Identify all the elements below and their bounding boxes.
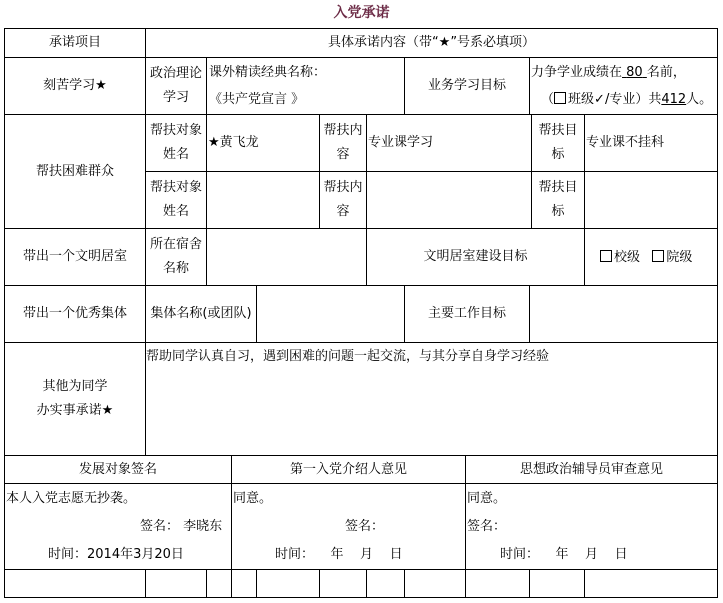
- col-line: [584, 569, 585, 597]
- group-name-label: 集体名称(或团队): [150, 306, 252, 321]
- sign-col1-header: 发展对象签名: [78, 461, 157, 477]
- goal-suffix: 人。: [686, 92, 713, 107]
- study-label: 刻苦学习★: [43, 78, 107, 93]
- sign-col1-time: [48, 543, 184, 562]
- political-study-label: 政治理论学习: [149, 66, 202, 105]
- row-line: [4, 597, 718, 598]
- goal-prefix: 力争学业成绩在: [531, 65, 623, 80]
- goal-rank: 80: [626, 65, 643, 80]
- classic-reading-value: 《共产党宣言 》: [209, 92, 305, 107]
- help-aim-label: 帮扶目标: [538, 123, 578, 162]
- other-label-line2: 办实事承诺★: [36, 403, 114, 418]
- page-title: 入党承诺: [333, 5, 390, 21]
- row-line: [4, 569, 718, 570]
- sign-col3-sign: 签名：: [467, 519, 507, 534]
- col-line: [145, 569, 146, 597]
- sign-col2-header: 第一入党介绍人意见: [289, 461, 407, 477]
- sign-col3-header: 思想政治辅导员审查意见: [519, 461, 663, 477]
- goal-class: 班级: [568, 92, 595, 107]
- checkbox-icon: [600, 250, 612, 262]
- checkbox-icon: [652, 250, 664, 262]
- col-line: [529, 285, 530, 342]
- sign-col1-sign: [140, 515, 222, 534]
- help-content-value: 专业课学习: [368, 135, 434, 150]
- college-level-label: 院级: [666, 250, 693, 265]
- help-aim-value: 专业课不挂科: [586, 135, 665, 150]
- checkbox-icon: [554, 92, 566, 104]
- col-line: [366, 114, 367, 228]
- col-line: [206, 57, 207, 114]
- help-target-label: 帮扶对象姓名: [149, 123, 202, 162]
- goal-mid: 名前，: [646, 65, 686, 80]
- row-line: [4, 483, 718, 484]
- col-line: [465, 569, 466, 597]
- col-line: [256, 569, 257, 597]
- help-label: 帮扶困难群众: [35, 163, 114, 179]
- study-goal-label: 业务学习目标: [427, 78, 506, 93]
- col-line: [529, 57, 530, 114]
- school-level-label: 校级: [614, 250, 641, 265]
- sign-col3-time: 时间： 年 月 日: [500, 547, 628, 562]
- dorm-room-label: 所在宿舍名称: [149, 237, 202, 276]
- time-value: 2014年3月20日: [87, 547, 184, 562]
- col-line: [319, 569, 320, 597]
- group-label: 带出一个优秀集体: [22, 306, 127, 321]
- col-line: [206, 114, 207, 228]
- other-content: 帮助同学认真自习，遇到困难的问题一起交流，与其分享自身学习经验: [146, 349, 550, 364]
- help-target-value: ★黄飞龙: [208, 135, 259, 150]
- header-item: 承诺项目: [48, 35, 101, 50]
- check-icon: ✓: [594, 92, 605, 107]
- group-goal-label: 主要工作目标: [427, 306, 506, 321]
- col-line: [584, 114, 585, 228]
- col-line: [366, 569, 367, 597]
- help-target-label-2: 帮扶对象姓名: [149, 180, 202, 219]
- help-content-label: 帮扶内容: [323, 123, 363, 162]
- row-line: [145, 171, 718, 172]
- header-content: 具体承诺内容（带“★”号系必填项）: [327, 35, 536, 50]
- sign-label: 签名：: [140, 519, 180, 534]
- help-aim-label-2: 帮扶目标: [538, 180, 578, 219]
- dorm-level-options: [600, 246, 692, 265]
- col-line: [206, 569, 207, 597]
- dorm-goal-label: 文明居室建设目标: [423, 249, 528, 264]
- col-line: [404, 569, 405, 597]
- other-label: [5, 343, 145, 455]
- sign-col1-text: 本人入党志愿无抄袭。: [6, 491, 137, 506]
- sign-col3-text: 同意。: [467, 491, 507, 506]
- study-goal-line2: （ 班级✓/专业）共412人。: [541, 92, 713, 107]
- col-line: [717, 28, 718, 597]
- sign-col2-sign: 签名：: [345, 519, 385, 534]
- dorm-label: 带出一个文明居室: [22, 249, 127, 264]
- col-line: [231, 569, 232, 597]
- col-line: [529, 569, 530, 597]
- signer-name: 李晓东: [183, 519, 223, 534]
- col-line: [256, 285, 257, 342]
- sign-col2-text: 同意。: [233, 491, 273, 506]
- time-label: 时间：: [48, 547, 88, 562]
- goal-major: /专业）共: [604, 92, 662, 107]
- study-goal-line1: [531, 61, 686, 80]
- other-label-line1: 其他为同学: [42, 379, 108, 394]
- goal-total: 412: [661, 92, 687, 107]
- col-line: [206, 228, 207, 285]
- classic-reading-label: 课外精读经典名称：: [209, 65, 327, 80]
- help-content-label-2: 帮扶内容: [323, 180, 363, 219]
- sign-col2-time: 时间： 年 月 日: [275, 547, 403, 562]
- col-line: [584, 228, 585, 285]
